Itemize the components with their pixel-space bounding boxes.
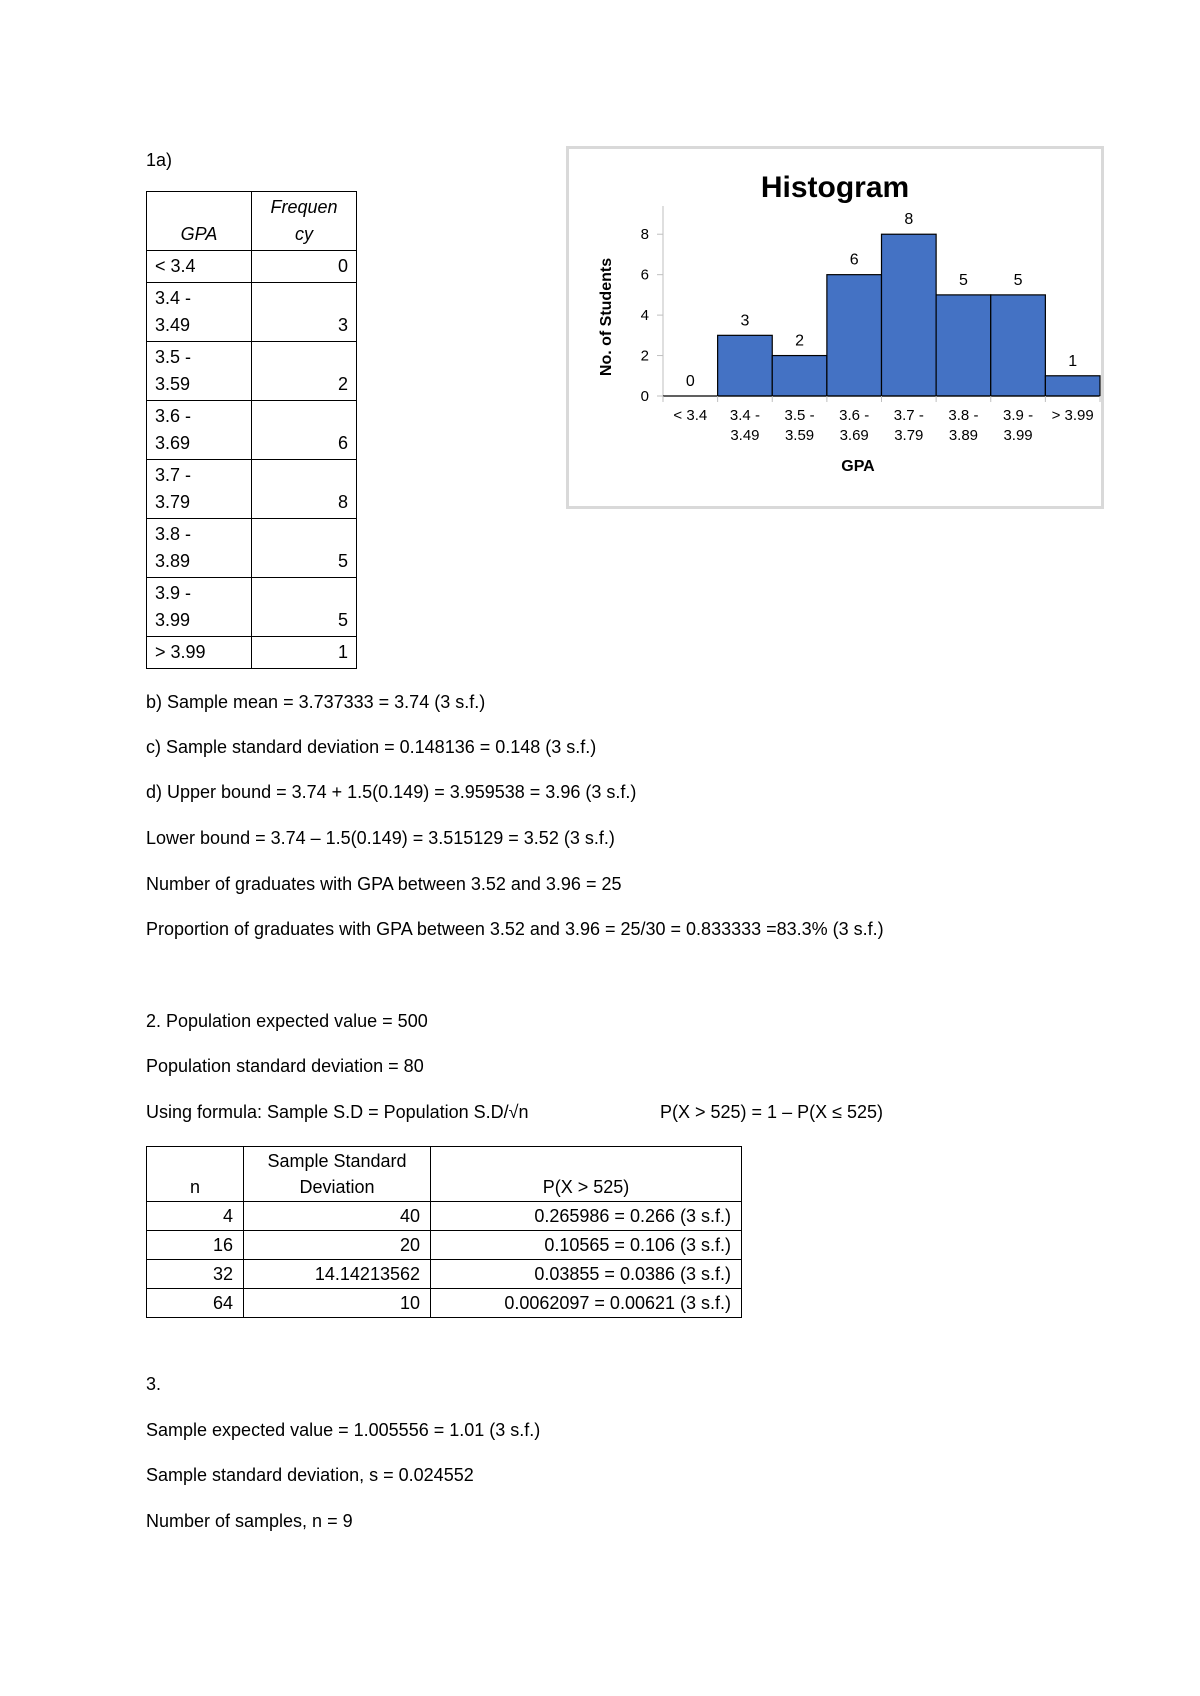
n-value: 16 [147, 1231, 244, 1260]
frequency-value: 1 [252, 637, 357, 669]
graduate-proportion-line: Proportion of graduates with GPA between 3.52 and 3.96 = 25/30 = 0.833333 =83.3% (3 s.f.) [146, 919, 884, 939]
frequency-value: 0 [252, 251, 357, 283]
chart-y-tick-label: 0 [640, 388, 649, 405]
table-row [147, 637, 357, 669]
q3-sample-count: Number of samples, n = 9 [146, 1511, 353, 1531]
table-row [147, 251, 357, 283]
probability-value: 0.03855 = 0.0386 (3 s.f.) [431, 1260, 742, 1289]
table-row [147, 283, 357, 342]
probability-value: 0.265986 = 0.266 (3 s.f.) [431, 1202, 742, 1231]
chart-data-label: 5 [1013, 271, 1023, 289]
probability-value: 0.10565 = 0.106 (3 s.f.) [431, 1231, 742, 1260]
lower-bound-line: Lower bound = 3.74 – 1.5(0.149) = 3.515129 = 3.52 (3 s.f.) [146, 828, 615, 848]
chart-bar [1045, 376, 1100, 396]
header-gpa: GPA [147, 192, 252, 251]
chart-y-axis-label: No. of Students [598, 257, 615, 377]
gpa-range: > 3.99 [155, 642, 206, 662]
gpa-range-line2: 3.49 [155, 315, 191, 335]
chart-x-tick-label: 3.5 - [784, 407, 815, 424]
header-sample-sd [244, 1147, 431, 1202]
table-row [147, 460, 357, 519]
chart-x-tick-label: 3.89 [948, 427, 979, 444]
chart-bar [991, 295, 1046, 396]
table-row [147, 1289, 742, 1318]
chart-x-tick-label: 3.59 [784, 427, 815, 444]
sd-value: 14.14213562 [244, 1260, 431, 1289]
gpa-range-line1: 3.8 - [155, 524, 192, 544]
chart-data-label: 2 [795, 332, 805, 350]
chart-y-tick-label: 2 [640, 347, 649, 365]
q2-probability-formula: P(X > 525) = 1 – P(X ≤ 525) [660, 1102, 883, 1122]
gpa-range: < 3.4 [155, 256, 196, 276]
histogram-chart-frame [566, 146, 1104, 509]
chart-y-tick-label: 4 [640, 307, 649, 325]
chart-bar [772, 356, 827, 396]
chart-x-tick-label: 3.8 - [948, 407, 979, 424]
frequency-value: 6 [252, 401, 357, 460]
gpa-range-line1: 3.9 - [155, 583, 192, 603]
sample-sd-table [146, 1146, 742, 1318]
q2-expected-value: 2. Population expected value = 500 [146, 1011, 428, 1031]
chart-x-tick-label: 3.9 - [1003, 407, 1034, 424]
gpa-range-line1: 3.4 - [155, 288, 192, 308]
histogram-chart [569, 149, 1101, 506]
sd-value: 20 [244, 1231, 431, 1260]
table-row [147, 1260, 742, 1289]
header-frequency [252, 192, 357, 251]
chart-bar [936, 295, 991, 396]
frequency-value: 5 [252, 578, 357, 637]
chart-title: Histogram [760, 171, 910, 204]
n-value: 32 [147, 1260, 244, 1289]
frequency-value: 5 [252, 519, 357, 578]
gpa-range-line2: 3.59 [155, 374, 191, 394]
chart-bar [718, 335, 773, 396]
q3-sample-expected: Sample expected value = 1.005556 = 1.01 (3 s.f.) [146, 1420, 541, 1440]
q2-population-sd: Population standard deviation = 80 [146, 1056, 424, 1076]
gpa-frequency-table [146, 191, 357, 669]
q2-formula: Using formula: Sample S.D = Population S.D/√n [146, 1102, 529, 1122]
chart-data-label: 3 [740, 312, 750, 330]
sd-value: 40 [244, 1202, 431, 1231]
sample-sd-line: c) Sample standard deviation = 0.148136 = 0.148 (3 s.f.) [146, 737, 597, 757]
gpa-range-line2: 3.99 [155, 610, 191, 630]
chart-x-tick-label: 3.69 [839, 427, 869, 444]
chart-data-label: 1 [1068, 352, 1078, 370]
n-value: 4 [147, 1202, 244, 1231]
table-row [147, 401, 357, 460]
frequency-value: 8 [252, 460, 357, 519]
table-row [147, 1231, 742, 1260]
gpa-range-line2: 3.79 [155, 492, 191, 512]
chart-x-tick-label: 3.99 [1003, 427, 1033, 444]
chart-x-tick-label: < 3.4 [673, 407, 708, 424]
chart-x-tick-label: 3.6 - [839, 407, 870, 424]
chart-bar [882, 234, 937, 396]
probability-value: 0.0062097 = 0.00621 (3 s.f.) [431, 1289, 742, 1318]
header-probability: P(X > 525) [431, 1147, 742, 1202]
chart-plot-area [641, 206, 1100, 444]
chart-bar [827, 275, 882, 396]
header-sample-sd-line1: Sample Standard [267, 1151, 407, 1171]
sd-value: 10 [244, 1289, 431, 1318]
frequency-value: 2 [252, 342, 357, 401]
chart-x-axis-label: GPA [841, 458, 875, 475]
header-frequency-line1: Frequen [270, 197, 338, 217]
chart-x-tick-label: > 3.99 [1051, 407, 1094, 424]
q1-label: 1a) [146, 150, 173, 170]
chart-x-tick-label: 3.49 [730, 427, 760, 444]
graduate-count-line: Number of graduates with GPA between 3.52 and 3.96 = 25 [146, 874, 622, 894]
table-row [147, 342, 357, 401]
gpa-range-line2: 3.89 [155, 551, 191, 571]
gpa-range-line1: 3.6 - [155, 406, 192, 426]
upper-bound-line: d) Upper bound = 3.74 + 1.5(0.149) = 3.959538 = 3.96 (3 s.f.) [146, 782, 637, 802]
chart-y-tick-label: 6 [640, 266, 649, 284]
gpa-range-line1: 3.5 - [155, 347, 192, 367]
gpa-range-line1: 3.7 - [155, 465, 192, 485]
chart-data-label: 8 [904, 211, 914, 229]
table-row [147, 1202, 742, 1231]
chart-x-tick-label: 3.4 - [729, 407, 760, 424]
chart-x-tick-label: 3.79 [894, 427, 924, 444]
table-header-row [147, 1147, 742, 1202]
chart-y-tick-label: 8 [640, 226, 649, 244]
q3-sample-sd: Sample standard deviation, s = 0.024552 [146, 1465, 474, 1485]
table-header-row [147, 192, 357, 251]
gpa-range-line2: 3.69 [155, 433, 191, 453]
header-sample-sd-line2: Deviation [299, 1177, 375, 1197]
table-row [147, 578, 357, 637]
table-row [147, 519, 357, 578]
header-frequency-line2: cy [295, 224, 313, 244]
sample-mean-line: b) Sample mean = 3.737333 = 3.74 (3 s.f.) [146, 692, 486, 712]
chart-data-label: 0 [685, 373, 695, 390]
chart-data-label: 6 [849, 251, 859, 269]
n-value: 64 [147, 1289, 244, 1318]
chart-data-label: 5 [958, 271, 968, 289]
chart-x-tick-label: 3.7 - [893, 407, 924, 424]
frequency-value: 3 [252, 283, 357, 342]
q3-label: 3. [146, 1374, 162, 1394]
header-n: n [147, 1147, 244, 1202]
